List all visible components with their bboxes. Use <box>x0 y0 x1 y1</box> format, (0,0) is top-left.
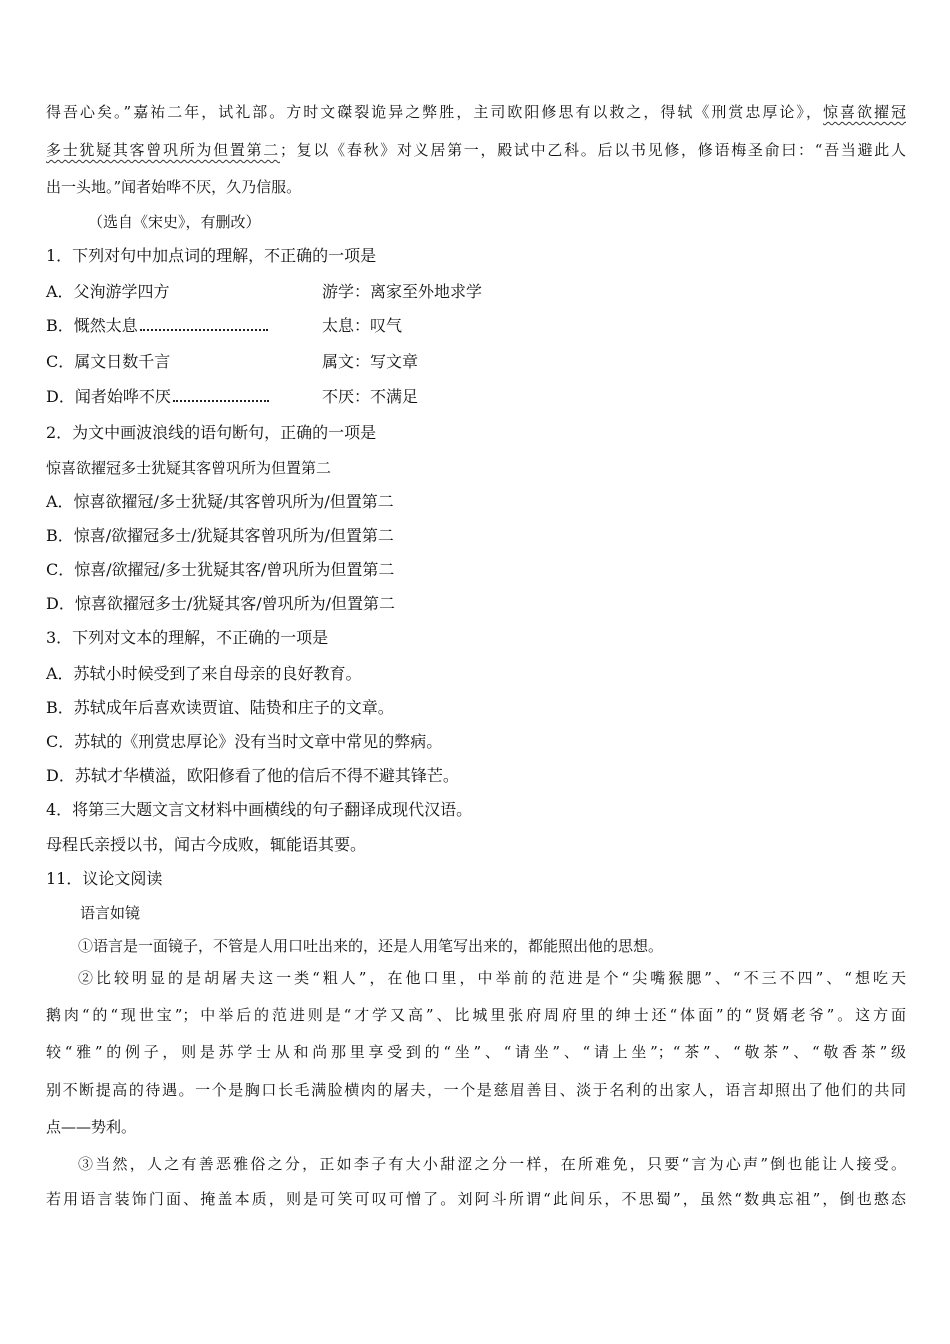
wavy-underlined-text: 惊喜欲擢冠 <box>822 103 906 121</box>
paragraph-2-line-5: 点——势利。 <box>46 1118 137 1136</box>
question-3-option-c: C．苏轼的《刑赏忠厚论》没有当时文章中常见的弊病。 <box>46 732 443 751</box>
source-note: （选自《宋史》，有删改） <box>88 213 261 231</box>
question-1-option-a <box>46 282 906 302</box>
dotted-emphasis <box>173 400 269 402</box>
question-3-option-d: D．苏轼才华横溢，欧阳修看了他的信后不得不避其锋芒。 <box>46 766 459 785</box>
question-3-option-a: A．苏轼小时候受到了来自母亲的良好教育。 <box>46 664 362 683</box>
question-4-sentence: 母程氏亲授以书，闻古今成败，辄能语其要。 <box>46 835 367 854</box>
option-meaning: 太息：叹气 <box>322 316 403 335</box>
paragraph-2-line-4: 别不断提高的待遇。一个是胸口长毛满脸横肉的屠夫，一个是慈眉善目、淡于名利的出家人，语言却照出了他们的共同 <box>46 1081 906 1099</box>
question-2-option-b: B．惊喜/欲擢冠多士/犹疑其客曾巩所为/但置第二 <box>46 526 394 545</box>
passage-text: ；复以《春秋》对义居第一，殿试中乙科。后以书见修，修语梅圣俞曰：“吾当避此人 <box>279 141 906 159</box>
article-title: 语言如镜 <box>80 904 141 922</box>
paragraph-3-line-1: ③当然，人之有善恶雅俗之分，正如李子有大小甜涩之分一样，在所难免，只要“言为心声”倒也能让人接受。 <box>78 1155 906 1173</box>
question-2-option-a: A．惊喜欲擢冠/多士犹疑/其客曾巩所为/但置第二 <box>46 492 394 511</box>
question-1-stem: 1．下列对句中加点词的理解，不正确的一项是 <box>46 246 377 265</box>
passage-line-3: 出一头地。”闻者始哗不厌，久乃信服。 <box>46 178 302 196</box>
question-11-heading: 11．议论文阅读 <box>46 869 163 888</box>
paragraph-2-line-1: ②比较明显的是胡屠夫这一类“粗人”，在他口里，中举前的范进是个“尖嘴猴腮”、“不三不四”、“想吃天 <box>78 969 906 987</box>
paragraph-1: ①语言是一面镜子，不管是人用口吐出来的，还是人用笔写出来的，都能照出他的思想。 <box>78 937 664 955</box>
question-4-stem: 4．将第三大题文言文材料中画横线的句子翻译成现代汉语。 <box>46 800 473 819</box>
question-2-option-d: D．惊喜欲擢冠多士/犹疑其客/曾巩所为/但置第二 <box>46 594 396 613</box>
paragraph-3-line-2: 若用语言装饰门面、掩盖本质，则是可笑可叹可憎了。刘阿斗所谓“此间乐，不思蜀”，虽然“数典忘祖”，倒也憨态 <box>46 1190 906 1208</box>
option-label: A．父洵游学四方 <box>46 282 170 301</box>
passage-line-1 <box>46 102 906 122</box>
question-3-stem: 3．下列对文本的理解，不正确的一项是 <box>46 628 329 647</box>
option-label: D．闻者始哗不厌 <box>46 387 171 406</box>
question-2-stem: 2．为文中画波浪线的语句断句，正确的一项是 <box>46 423 377 442</box>
question-2-option-c: C．惊喜/欲擢冠/多士犹疑其客/曾巩所为但置第二 <box>46 560 395 579</box>
question-3-option-b: B．苏轼成年后喜欢读贾谊、陆贽和庄子的文章。 <box>46 698 394 717</box>
passage-line-2 <box>46 140 906 160</box>
option-label: C．属文日数千言 <box>46 352 171 371</box>
paragraph-2-line-2: 鹅肉“的“现世宝”；中举后的范进则是“才学又高”、比城里张府周府里的绅士还“体面”的“贤婿老爷”。这方面 <box>46 1006 906 1024</box>
option-label: B．慨然太息 <box>46 316 138 335</box>
option-meaning: 属文：写文章 <box>322 352 419 371</box>
paragraph-2-line-3: 较“雅”的例子，则是苏学士从和尚那里享受到的“坐”、“请坐”、“请上坐”；“茶”、“敬茶”、“敬香茶”级 <box>46 1043 906 1061</box>
passage-text: 得吾心矣。”嘉祐二年，试礼部。方时文磔裂诡异之弊胜，主司欧阳修思有以救之，得轼《刑赏忠厚论》， <box>46 103 823 121</box>
option-meaning: 游学：离家至外地求学 <box>322 282 483 301</box>
question-1-option-d <box>46 387 906 407</box>
option-meaning: 不厌：不满足 <box>322 387 419 406</box>
question-1-option-b <box>46 316 906 336</box>
question-1-option-c <box>46 352 906 372</box>
wavy-underlined-text: 多士犹疑其客曾巩所为但置第二 <box>46 141 280 159</box>
question-2-sentence: 惊喜欲擢冠多士犹疑其客曾巩所为但置第二 <box>46 459 332 477</box>
dotted-emphasis <box>140 329 268 331</box>
